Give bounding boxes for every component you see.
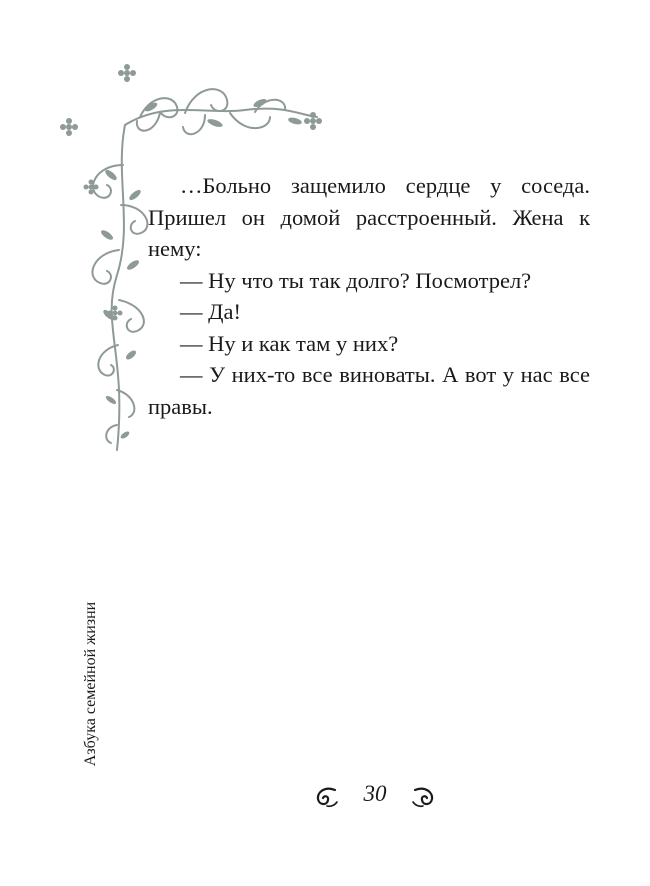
dialogue-line-3: — Ну и как там у них? — [180, 330, 399, 356]
dialogue-line-4: — У них-то все виноваты. А вот у нас все правы. — [148, 362, 590, 419]
dialogue-line-1: — Ну что ты так долго? Посмотрел? — [180, 267, 532, 293]
page-body-text — [148, 170, 590, 422]
swirl-right-icon — [411, 784, 437, 810]
page-folio — [305, 778, 445, 814]
dialogue-line-2: — Да! — [180, 299, 241, 324]
page-number: 30 — [363, 781, 387, 806]
running-title-text: Азбука семейной жизни — [82, 601, 99, 767]
narrative-paragraph: …Больно защемило сердце у соседа. Пришел он домой расстроенный. Жена к нему: — [148, 173, 590, 261]
running-title — [78, 596, 104, 772]
